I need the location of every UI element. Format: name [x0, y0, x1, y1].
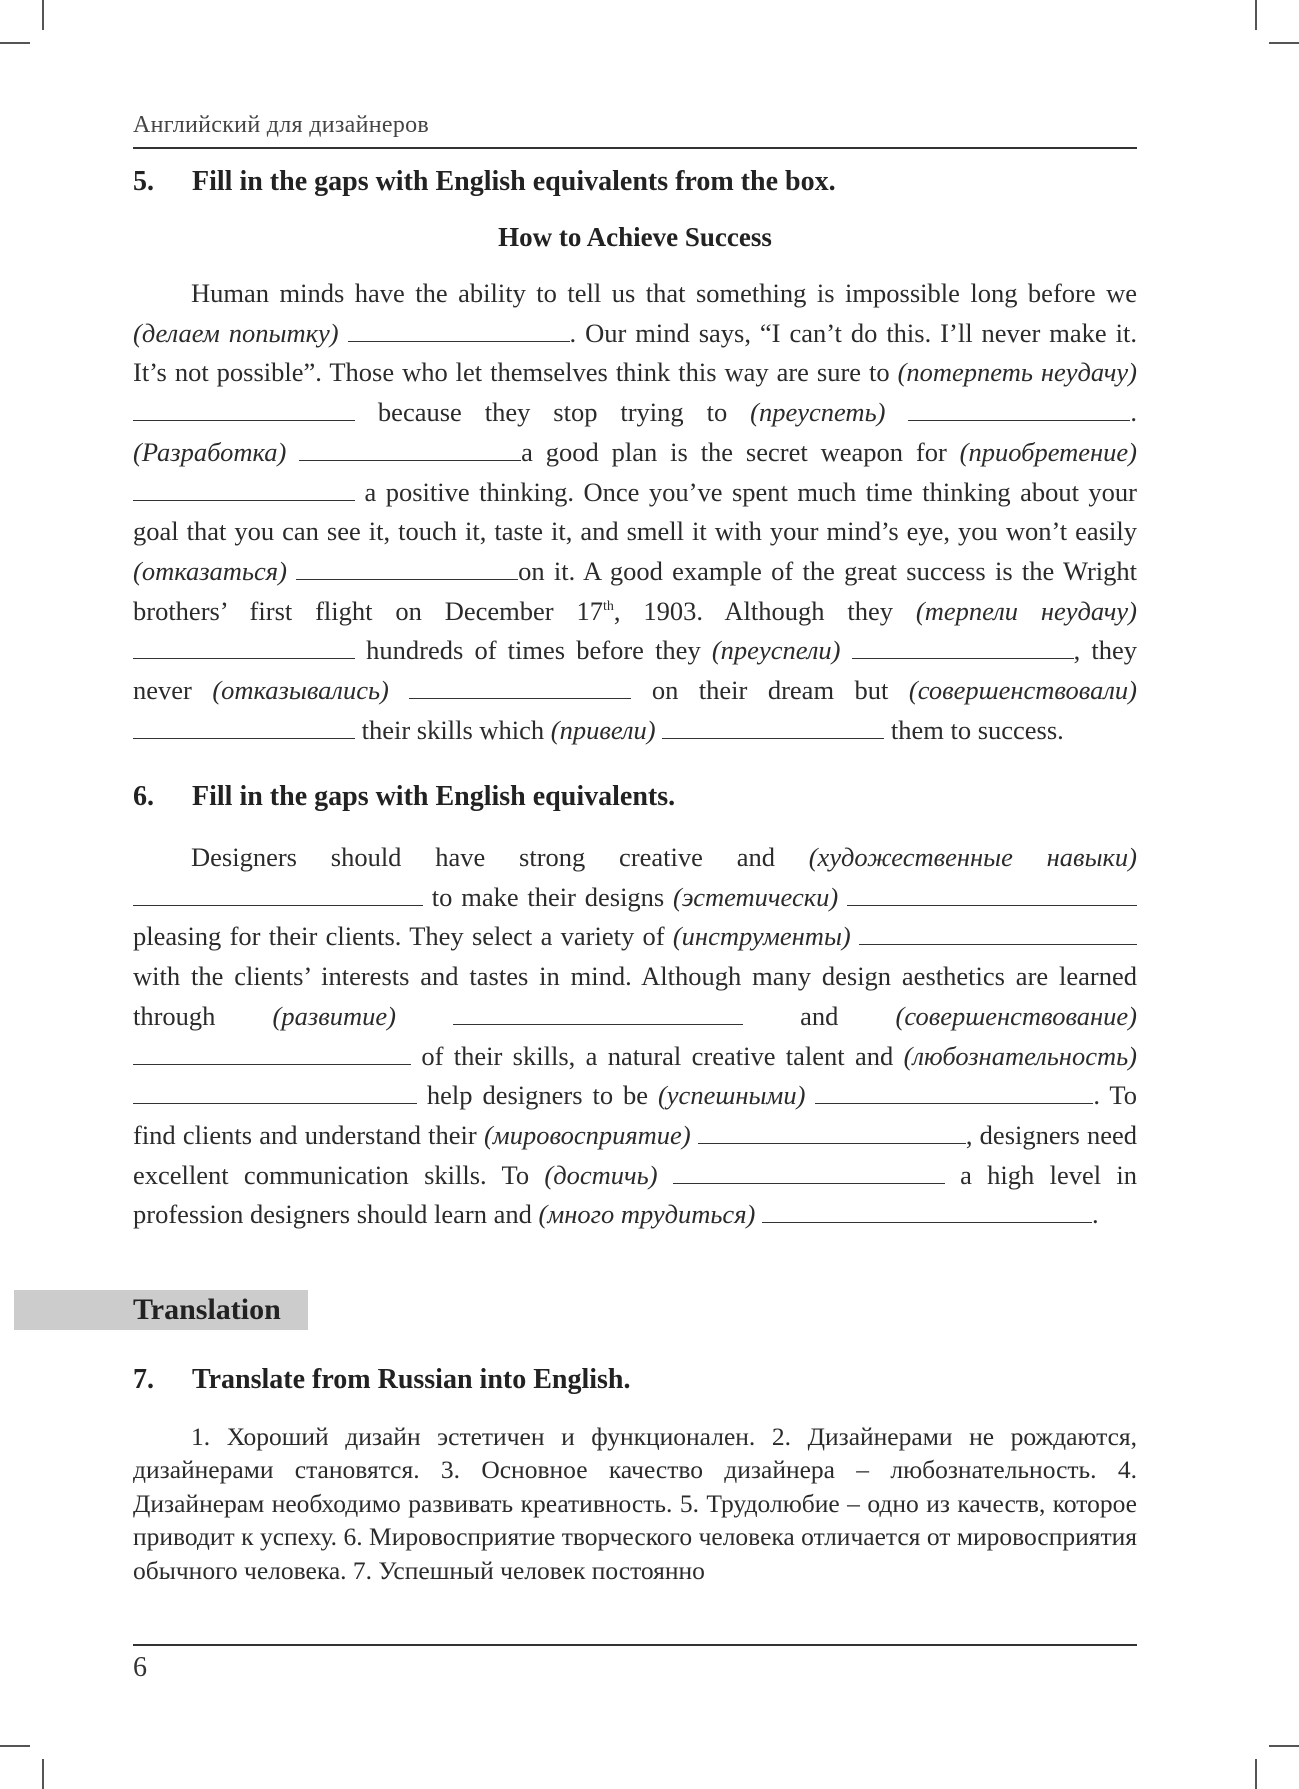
- gap-blank[interactable]: [673, 1159, 945, 1184]
- hint: (Разработка): [133, 436, 287, 467]
- hint: (приобретение): [959, 436, 1137, 467]
- gap-blank[interactable]: [453, 1000, 743, 1025]
- text-run: .: [1130, 397, 1138, 428]
- hint: (достичь): [544, 1159, 658, 1190]
- exercise-title: Fill in the gaps with English equivalents from the box.: [192, 166, 836, 197]
- text-run: a positive thinking. Once you’ve spent much time thinking about your goal that you can see it, touch it, taste it, and smell it with your mind’s eye, you won’t easily: [133, 476, 1137, 547]
- header-rule: [133, 147, 1137, 149]
- gap-blank[interactable]: [133, 396, 355, 421]
- exercise-6-heading: [133, 781, 1137, 813]
- exercise-5-heading: [133, 166, 1137, 198]
- text-run: Designers should have strong creative and: [191, 842, 809, 872]
- hint: (развитие): [272, 1000, 396, 1031]
- hint: (привели): [550, 714, 656, 745]
- text-run: and: [743, 1000, 896, 1031]
- hint: (совершенствование): [895, 1000, 1137, 1031]
- gap-blank[interactable]: [859, 921, 1137, 946]
- gap-blank[interactable]: [133, 1040, 411, 1065]
- text-run: them to success.: [884, 714, 1064, 745]
- hint: (любознательность): [903, 1040, 1137, 1071]
- superscript: th: [603, 598, 614, 614]
- hint: (инструменты): [672, 921, 851, 952]
- hint: (преуспеть): [750, 397, 886, 428]
- crop-mark: [0, 42, 30, 44]
- exercise-7-heading: [133, 1364, 1137, 1396]
- translation-text: 1. Хороший дизайн эстетичен и функционален. 2. Дизайнерами не рождаются, дизайнерами становятся. 3. Основное качество дизайнера – любознательность. 4. Дизайнерам необходимо развивать креативность. 5. Трудолюбие – одно из качеств, которое приводит к успеху. 6. Мировосприятие творческого человека отличается от мировосприятия обычного человека. 7. Успешный человек постоянно: [133, 1422, 1137, 1585]
- hint: (делаем попытку): [133, 317, 339, 348]
- gap-blank[interactable]: [409, 674, 631, 699]
- exercise-5-text: [133, 274, 1137, 750]
- crop-mark: [1269, 1745, 1299, 1747]
- hint: (потерпеть неудачу): [897, 357, 1137, 388]
- text-run: , designers need excellent communication skills. To: [133, 1119, 1137, 1190]
- running-head: Английский для дизайнеров: [133, 112, 430, 138]
- gap-blank[interactable]: [299, 436, 521, 461]
- text-run: with the clients’ interests and tastes in mind. Although many design aesthetics are learned through: [133, 961, 1137, 1031]
- text-run: . To find clients and understand their: [133, 1080, 1138, 1150]
- gap-blank[interactable]: [815, 1079, 1093, 1104]
- text-run: of their skills, a natural creative talent and: [411, 1040, 904, 1071]
- text-run: because they stop trying to: [355, 397, 751, 428]
- section-heading: Translation: [133, 1293, 281, 1326]
- gap-blank[interactable]: [762, 1198, 1092, 1223]
- gap-blank[interactable]: [348, 317, 570, 342]
- hint: (эстетически): [673, 881, 839, 912]
- exercise-title: Translate from Russian into English.: [192, 1364, 631, 1395]
- hint: (преуспели): [711, 635, 841, 666]
- text-run: help designers to be: [417, 1080, 658, 1111]
- hint: (терпели неудачу): [915, 595, 1137, 626]
- text-run: .: [1091, 1199, 1099, 1230]
- exercise-7-text: [133, 1420, 1137, 1587]
- gap-blank[interactable]: [296, 555, 518, 580]
- hint: (отказывались): [212, 675, 389, 706]
- footer-rule: [133, 1644, 1137, 1646]
- text-run: , they never: [133, 635, 1138, 706]
- gap-blank[interactable]: [133, 476, 355, 501]
- crop-mark: [1255, 0, 1257, 30]
- hint: (отказаться): [133, 555, 287, 586]
- gap-blank[interactable]: [133, 1079, 417, 1104]
- hint: (совершенствовали): [908, 675, 1138, 706]
- gap-blank[interactable]: [908, 396, 1130, 421]
- text-run: to make their designs: [423, 881, 674, 912]
- page-number: 6: [133, 1652, 147, 1683]
- text-run: hundreds of times before they: [355, 635, 712, 666]
- exercise-number: 6.: [133, 781, 154, 812]
- gap-blank[interactable]: [662, 714, 884, 739]
- text-run: on it. A good example of the great success is the Wright brothers’ first flight on December 17: [133, 555, 1138, 626]
- gap-blank[interactable]: [847, 881, 1137, 906]
- gap-blank[interactable]: [698, 1119, 966, 1144]
- gap-blank[interactable]: [133, 881, 423, 906]
- text-title: How to Achieve Success: [498, 222, 772, 252]
- crop-mark: [42, 1759, 44, 1789]
- text-run: pleasing for their clients. They select a variety of: [133, 921, 673, 952]
- crop-mark: [1269, 42, 1299, 44]
- gap-blank[interactable]: [133, 714, 355, 739]
- exercise-number: 5.: [133, 166, 154, 197]
- text-run: Human minds have the ability to tell us that something is impossible long before we: [191, 278, 1137, 308]
- hint: (художественные навыки): [808, 842, 1137, 872]
- exercise-6-text: [133, 838, 1137, 1235]
- exercise-title: Fill in the gaps with English equivalents.: [192, 781, 676, 812]
- exercise-number: 7.: [133, 1364, 154, 1395]
- gap-blank[interactable]: [133, 634, 355, 659]
- text-run: , 1903. Although they: [613, 595, 916, 626]
- hint: (много трудиться): [538, 1199, 756, 1230]
- text-run: on their dream but: [631, 675, 909, 706]
- crop-mark: [42, 0, 44, 30]
- hint: (мировосприятие): [483, 1119, 691, 1150]
- hint: (успешными): [657, 1080, 806, 1111]
- text-run: . Our mind says, “I can’t do this. I’ll never make it. It’s not possible”. Those who let themselves think this way are sure to: [133, 317, 1137, 388]
- crop-mark: [0, 1745, 30, 1747]
- gap-blank[interactable]: [852, 634, 1074, 659]
- crop-mark: [1255, 1759, 1257, 1789]
- text-run: their skills which: [355, 714, 551, 745]
- text-run: a high level in profession designers should learn and: [133, 1159, 1137, 1230]
- text-run: a good plan is the secret weapon for: [521, 436, 960, 467]
